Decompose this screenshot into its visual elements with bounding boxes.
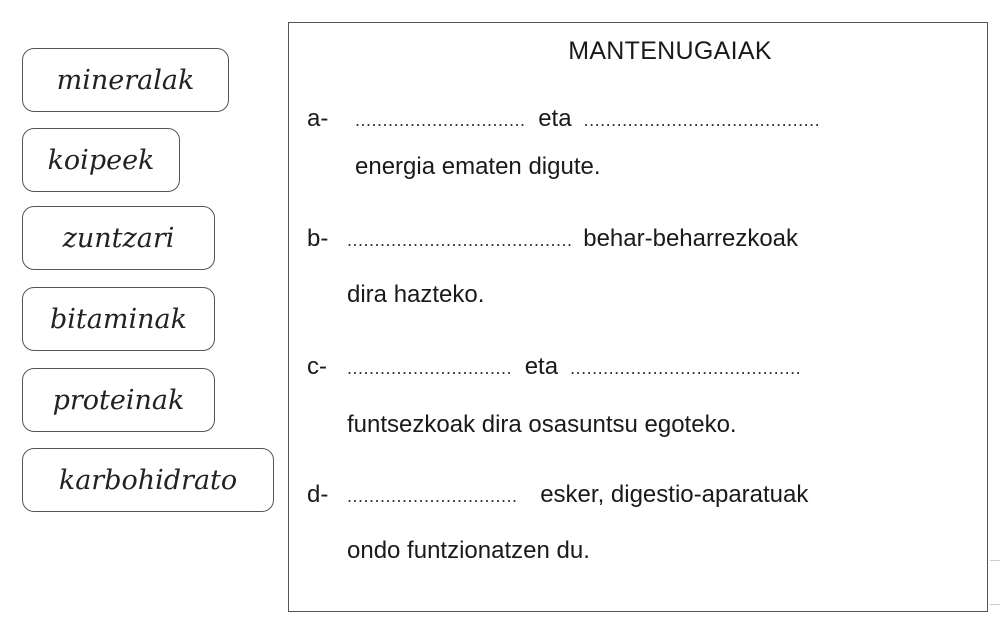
sentence-a-marker: a-: [307, 105, 329, 132]
sentence-c-line1: [307, 353, 801, 381]
sentence-d-line2: ondo funtzionatzen du.: [347, 537, 590, 564]
blank-a1[interactable]: ...............................: [355, 110, 526, 130]
blank-b1[interactable]: .........................................: [347, 230, 573, 250]
blank-c1[interactable]: ..............................: [347, 358, 513, 378]
sentence-d-marker: d-: [307, 481, 329, 508]
frame-edge-line: [990, 560, 1000, 561]
sentence-b-rest: behar-beharrezkoak: [583, 225, 799, 252]
sentence-b-line2: dira hazteko.: [347, 281, 485, 308]
sentence-c-line2: funtsezkoak dira osasuntsu egoteko.: [347, 411, 737, 438]
sentence-d-rest: esker, digestio-aparatuak: [540, 481, 809, 508]
blank-c2[interactable]: ..........................................: [570, 358, 802, 378]
sentence-d-line1: [307, 481, 808, 509]
sentence-c-joiner: eta: [524, 353, 559, 380]
sentence-a-line2: energia ematen digute.: [355, 153, 601, 180]
word-tile-zuntzari[interactable]: zuntzari: [22, 206, 215, 270]
word-tile-karbohidrato[interactable]: karbohidrato: [22, 448, 274, 512]
sentence-c-marker: c-: [307, 353, 327, 380]
sentence-a-joiner: eta: [538, 105, 572, 132]
panel-title: MANTENUGAIAK: [568, 37, 772, 65]
sentence-b-marker: b-: [307, 225, 329, 252]
word-tile-proteinak[interactable]: proteinak: [22, 368, 215, 432]
word-tile-mineralak[interactable]: mineralak: [22, 48, 229, 112]
frame-edge-line: [990, 604, 1000, 605]
exercise-panel: [288, 22, 988, 612]
sentence-b-line1: [307, 225, 798, 253]
sentence-a-line1: [307, 105, 820, 133]
word-tile-bitaminak[interactable]: bitaminak: [22, 287, 215, 351]
word-tile-koipeek[interactable]: koipeek: [22, 128, 180, 192]
blank-d1[interactable]: ...............................: [347, 486, 518, 506]
blank-a2[interactable]: ...........................................: [583, 110, 821, 130]
